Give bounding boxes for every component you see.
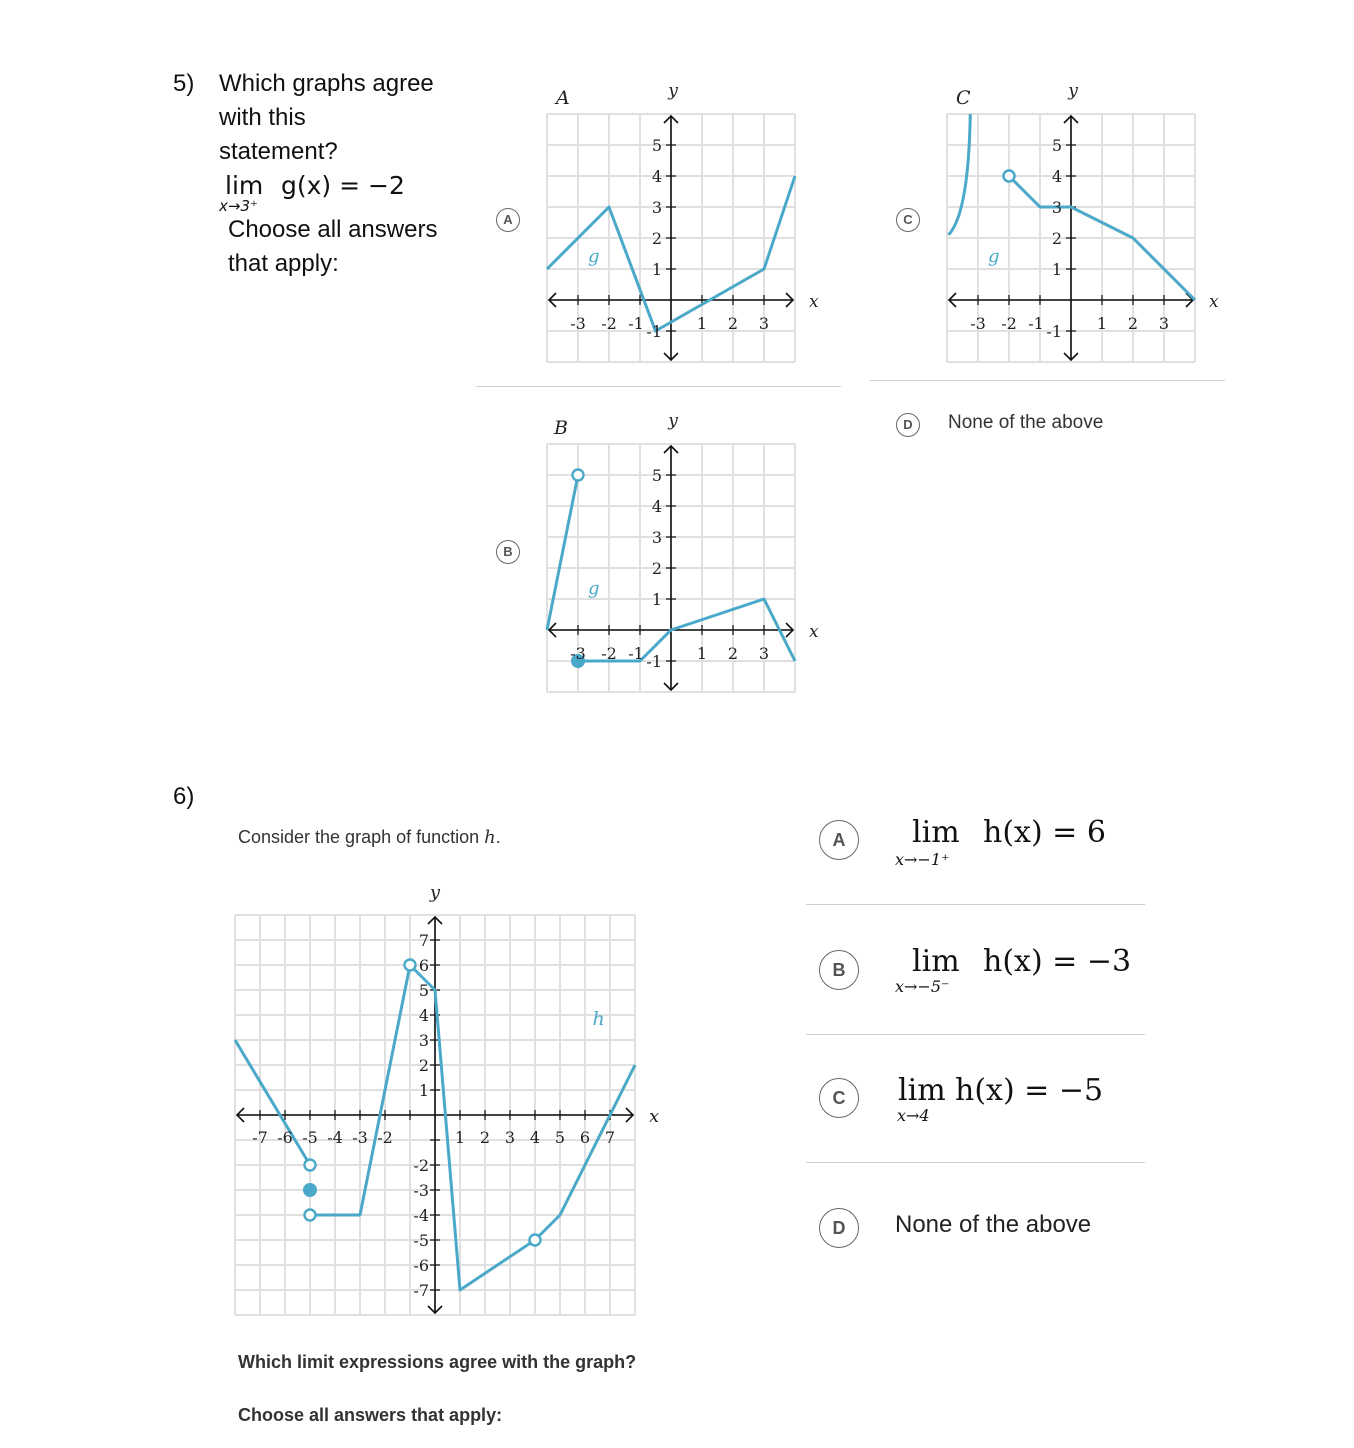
q6-instructions: Choose all answers that apply: xyxy=(238,1405,503,1425)
y-tick-label: 7 xyxy=(418,931,429,950)
y-tick-label: 4 xyxy=(418,1006,429,1025)
y-axis-label: y xyxy=(1068,81,1078,101)
q5-instr-line: that apply: xyxy=(228,250,339,277)
x-tick-label: 2 xyxy=(479,1128,491,1147)
q6-prompt xyxy=(238,827,501,848)
lim-word: lim xyxy=(912,944,960,979)
x-tick-label: 2 xyxy=(727,314,739,333)
lim-sub: x→−1⁺ xyxy=(895,850,950,869)
x-tick-label: 3 xyxy=(1158,314,1170,333)
curve-asymptote-branch xyxy=(949,114,971,235)
y-tick-label: -3 xyxy=(413,1181,429,1200)
x-tick-label: 1 xyxy=(696,314,708,333)
open-point xyxy=(405,960,416,971)
x-tick-label: 7 xyxy=(604,1128,616,1147)
y-tick-label: 4 xyxy=(651,497,662,516)
x-tick-label: 3 xyxy=(758,644,770,663)
graph-title: B xyxy=(554,417,568,439)
q6-choice-b-button[interactable]: B xyxy=(819,950,859,990)
q5-lim-word: lim xyxy=(225,171,264,200)
divider xyxy=(806,1034,1145,1035)
open-point xyxy=(305,1210,316,1221)
x-tick-label: -3 xyxy=(570,644,586,663)
q6-choice-c-limit[interactable] xyxy=(895,1068,1155,1128)
x-tick-label: -3 xyxy=(352,1128,368,1147)
graph-title: C xyxy=(956,87,971,109)
x-tick-label: 1 xyxy=(1096,314,1108,333)
y-tick-label: -1 xyxy=(646,322,662,341)
q6-question: Which limit expressions agree with the graph? xyxy=(238,1352,637,1372)
x-axis-label: x xyxy=(809,292,819,312)
y-tick-label: -7 xyxy=(413,1281,429,1300)
y-tick-label: -5 xyxy=(413,1231,429,1250)
q6-choice-a-limit[interactable] xyxy=(895,810,1155,870)
x-tick-label: -4 xyxy=(327,1128,343,1147)
q5-number: 5) xyxy=(173,70,195,97)
q5-choice-a-button[interactable]: A xyxy=(496,208,520,232)
q5-choice-d-text[interactable]: None of the above xyxy=(948,412,1104,433)
lim-word: lim xyxy=(898,1073,946,1108)
y-tick-label: 3 xyxy=(651,528,662,547)
x-axis-label: x xyxy=(649,1106,660,1127)
y-tick-label: 5 xyxy=(1051,136,1062,155)
y-tick-label: 6 xyxy=(418,956,429,975)
x-tick-label: 2 xyxy=(1127,314,1139,333)
q5-choice-b-button[interactable]: B xyxy=(496,540,520,564)
closed-point xyxy=(304,1184,316,1196)
y-tick-label: -1 xyxy=(646,652,662,671)
graph-a xyxy=(540,80,840,370)
divider xyxy=(870,380,1225,381)
graph-b xyxy=(540,410,840,700)
graph-h xyxy=(230,880,660,1320)
function-label: h xyxy=(592,1008,605,1030)
x-tick-label: -2 xyxy=(1001,314,1017,333)
y-tick-label: 2 xyxy=(651,229,662,248)
y-tick-label: 2 xyxy=(1051,229,1062,248)
graph-b-svg xyxy=(540,410,840,700)
open-point xyxy=(573,470,584,481)
x-tick-label: 4 xyxy=(529,1128,541,1147)
q5-choice-c-button[interactable]: C xyxy=(896,208,920,232)
lim-sub: x→−5⁻ xyxy=(895,977,950,996)
q5-prompt-line: with this xyxy=(219,104,306,131)
y-tick-label: 2 xyxy=(418,1056,429,1075)
graph-c-svg xyxy=(940,80,1240,370)
q5-prompt xyxy=(219,67,434,169)
graph-title: A xyxy=(556,87,570,109)
q5-prompt-line: statement? xyxy=(219,138,338,165)
y-tick-label: 5 xyxy=(651,136,662,155)
curve-segment xyxy=(547,475,578,630)
y-tick-label: 3 xyxy=(1051,198,1062,217)
q6-prompt-text: Consider the graph of function xyxy=(238,827,485,847)
q5-instr-line: Choose all answers xyxy=(228,216,438,243)
q5-prompt-line: Which graphs agree xyxy=(219,70,434,97)
x-tick-label: -2 xyxy=(601,314,617,333)
x-axis-label: x xyxy=(1209,292,1219,312)
y-axis-label: y xyxy=(668,411,678,431)
q6-choice-d-button[interactable]: D xyxy=(819,1208,859,1248)
q6-choice-a-button[interactable]: A xyxy=(819,820,859,860)
function-label: g xyxy=(588,246,600,267)
x-tick-label: -3 xyxy=(970,314,986,333)
x-tick-label: -6 xyxy=(277,1128,293,1147)
graph-c xyxy=(940,80,1240,370)
y-tick-label: -1 xyxy=(1046,322,1062,341)
q5-instructions xyxy=(228,213,437,281)
x-tick-label: -5 xyxy=(302,1128,318,1147)
y-tick-label: 4 xyxy=(1051,167,1062,186)
open-point xyxy=(1004,171,1015,182)
lim-expr: h(x) = −3 xyxy=(983,944,1132,979)
lim-sub: x→4 xyxy=(897,1106,930,1125)
x-tick-label: -2 xyxy=(601,644,617,663)
open-point xyxy=(305,1160,316,1171)
lim-expr: h(x) = −5 xyxy=(955,1073,1104,1108)
y-axis-label: y xyxy=(429,882,441,903)
lim-word: lim xyxy=(912,815,960,850)
divider xyxy=(476,386,841,387)
q5-lim-sub: x→3⁺ xyxy=(219,197,258,215)
graph-h-svg xyxy=(230,880,660,1320)
y-tick-label: 5 xyxy=(418,981,429,1000)
q5-lim-expr: g(x) = −2 xyxy=(281,171,405,200)
x-tick-label: -1 xyxy=(628,644,644,663)
x-tick-label: -3 xyxy=(570,314,586,333)
lim-expr: h(x) = 6 xyxy=(983,815,1106,850)
x-tick-label: 6 xyxy=(579,1128,591,1147)
q6-prompt-func: h xyxy=(484,827,496,848)
y-tick-label: -6 xyxy=(413,1256,429,1275)
divider xyxy=(806,1162,1145,1163)
q6-number: 6) xyxy=(173,783,195,810)
open-point xyxy=(530,1235,541,1246)
x-tick-label: 2 xyxy=(727,644,739,663)
q6-choice-d-text[interactable]: None of the above xyxy=(895,1211,1092,1238)
x-tick-label: -1 xyxy=(628,314,644,333)
function-label: g xyxy=(588,578,600,599)
x-tick-label: -7 xyxy=(252,1128,268,1147)
x-axis-label: x xyxy=(809,622,819,642)
x-tick-label: -1 xyxy=(1028,314,1044,333)
q6-choice-c-button[interactable]: C xyxy=(819,1078,859,1118)
y-tick-label: -4 xyxy=(413,1206,429,1225)
y-tick-label: 4 xyxy=(651,167,662,186)
y-tick-label: 5 xyxy=(651,466,662,485)
y-axis-label: y xyxy=(668,81,678,101)
x-tick-label: 1 xyxy=(696,644,708,663)
x-tick-label: 1 xyxy=(454,1128,466,1147)
y-tick-label: 1 xyxy=(651,590,662,609)
q6-choice-b-limit[interactable] xyxy=(895,939,1155,999)
x-tick-label: 5 xyxy=(554,1128,566,1147)
y-tick-label: -2 xyxy=(413,1156,429,1175)
function-label: g xyxy=(988,246,1000,267)
y-tick-label: 1 xyxy=(418,1081,429,1100)
y-tick-label: 2 xyxy=(651,559,662,578)
q6-prompt-end: . xyxy=(495,827,501,847)
y-tick-label: 1 xyxy=(651,260,662,279)
y-tick-label: 3 xyxy=(418,1031,429,1050)
y-tick-label: 3 xyxy=(651,198,662,217)
curve-segment xyxy=(235,1040,310,1165)
x-tick-label: 3 xyxy=(504,1128,516,1147)
graph-a-svg xyxy=(540,80,840,370)
y-tick-label: 1 xyxy=(1051,260,1062,279)
q5-choice-d-button[interactable]: D xyxy=(896,413,920,437)
x-tick-label: -2 xyxy=(377,1128,393,1147)
x-tick-label: 3 xyxy=(758,314,770,333)
divider xyxy=(806,904,1145,905)
